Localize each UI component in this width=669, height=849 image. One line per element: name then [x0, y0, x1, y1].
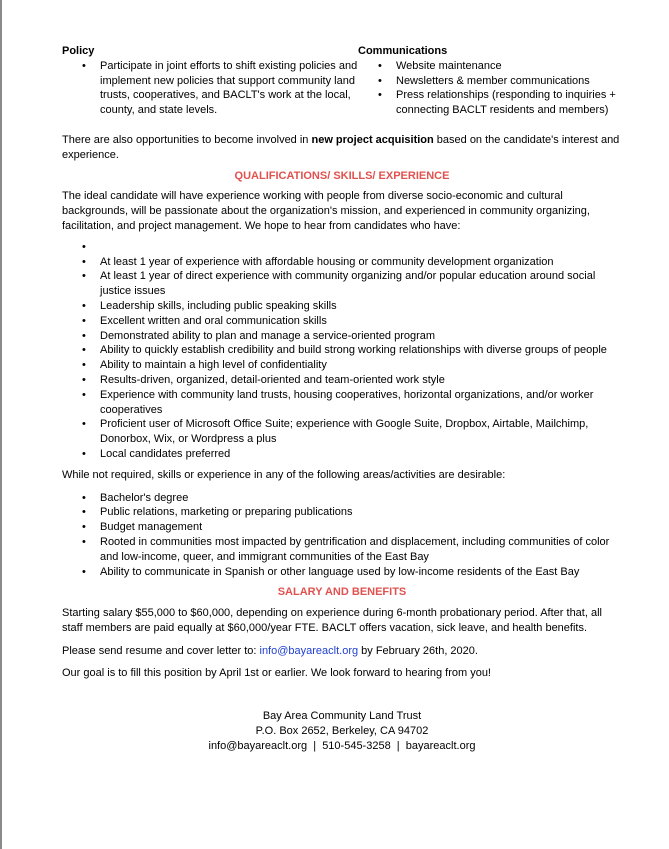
responsibilities-columns: [62, 44, 622, 118]
opportunity-text-end: based on the candidate's interest and experience.: [62, 133, 620, 161]
list-item: • Participate in joint efforts to shift existing policies and implement new policies that support community land trusts, cooperatives, and BACLT's work at the local, county, and state levels.: [62, 59, 358, 118]
list-item: • Proficient user of Microsoft Office Suite; experience with Google Suite, Dropbox, Airtable, Mailchimp, Donorbox, Wix, or Wordpress a plus: [62, 417, 622, 447]
policy-heading: Policy: [62, 45, 95, 57]
communications-heading: Communications: [358, 45, 448, 57]
list-item: • Ability to communicate in Spanish or other language used by low-income residents of the East Bay: [62, 565, 622, 580]
policy-list: [62, 59, 358, 118]
list-item: • Website maintenance: [358, 59, 622, 74]
list-item: • Rooted in communities most impacted by gentrification and displacement, including communities of color and low-income, queer, and immigrant communities of the East Bay: [62, 535, 622, 565]
footer-org: Bay Area Community Land Trust: [262, 710, 422, 723]
list-item: • At least 1 year of experience with affordable housing or community development organization: [62, 255, 622, 270]
qualifications-list: [62, 240, 622, 462]
communications-column: [358, 44, 622, 118]
salary-paragraph: Starting salary $55,000 to $60,000, depending on experience during 6-month probationary period. After that, all staff members are paid equally at $60,000/year FTE. BACLT offers vacation, sick leave, and health benefits.: [62, 607, 602, 634]
list-item: • Experience with community land trusts, housing cooperatives, horizontal organizations, and/or worker cooperatives: [62, 388, 622, 418]
salary-title: SALARY AND BENEFITS: [277, 586, 407, 599]
policy-column: [62, 44, 358, 118]
opportunity-text: There are also opportunities to become involved in: [62, 133, 312, 146]
list-item: • Excellent written and oral communication skills: [62, 314, 622, 329]
document-page: [62, 44, 622, 754]
resume-paragraph: [62, 644, 622, 659]
footer-address: P.O. Box 2652, Berkeley, CA 94702: [255, 725, 429, 738]
qualifications-title: QUALIFICATIONS/ SKILLS/ EXPERIENCE: [234, 169, 450, 182]
footer: [62, 709, 622, 753]
opportunity-paragraph: [62, 133, 622, 163]
list-item: • Ability to quickly establish credibility and build strong working relationships with diverse groups of people: [62, 343, 622, 358]
qualifications-intro: The ideal candidate will have experience working with people from diverse socio-economic and cultural backgrounds, will be passionate about the organization's mission, and experienced in community organizing, facilitation, and project management. We hope to hear from candidates who have:: [62, 190, 590, 232]
email-link[interactable]: info@bayareaclt.org: [259, 644, 359, 657]
goal-paragraph: Our goal is to fill this position by April 1st or earlier. We look forward to hearing from you!: [62, 667, 491, 680]
list-item: • Ability to maintain a high level of confidentiality: [62, 358, 622, 373]
list-item: • Public relations, marketing or preparing publications: [62, 505, 622, 520]
list-item: [62, 240, 622, 255]
page-left-border: [0, 0, 2, 849]
desirable-intro: While not required, skills or experience in any of the following areas/activities are desirable:: [62, 468, 506, 481]
list-item: • Press relationships (responding to inquiries + connecting BACLT residents and members): [358, 88, 622, 118]
list-item: • Local candidates preferred: [62, 447, 622, 462]
list-item: • Newsletters & member communications: [358, 74, 622, 89]
communications-list: [358, 59, 622, 118]
list-item: • Bachelor's degree: [62, 491, 622, 506]
desirable-list: [62, 491, 622, 580]
resume-deadline: by February 26th, 2020.: [358, 644, 478, 657]
list-item: • At least 1 year of direct experience with community organizing and/or popular education around social justice issues: [62, 269, 622, 299]
list-item: • Leadership skills, including public speaking skills: [62, 299, 622, 314]
opportunity-emphasis: new project acquisition: [311, 133, 434, 146]
list-item: • Demonstrated ability to plan and manage a service-oriented program: [62, 329, 622, 344]
footer-contact: info@bayareaclt.org | 510-545-3258 | bayareaclt.org: [208, 739, 476, 752]
list-item: • Budget management: [62, 520, 622, 535]
resume-text: Please send resume and cover letter to:: [62, 644, 260, 657]
list-item: • Results-driven, organized, detail-oriented and team-oriented work style: [62, 373, 622, 388]
